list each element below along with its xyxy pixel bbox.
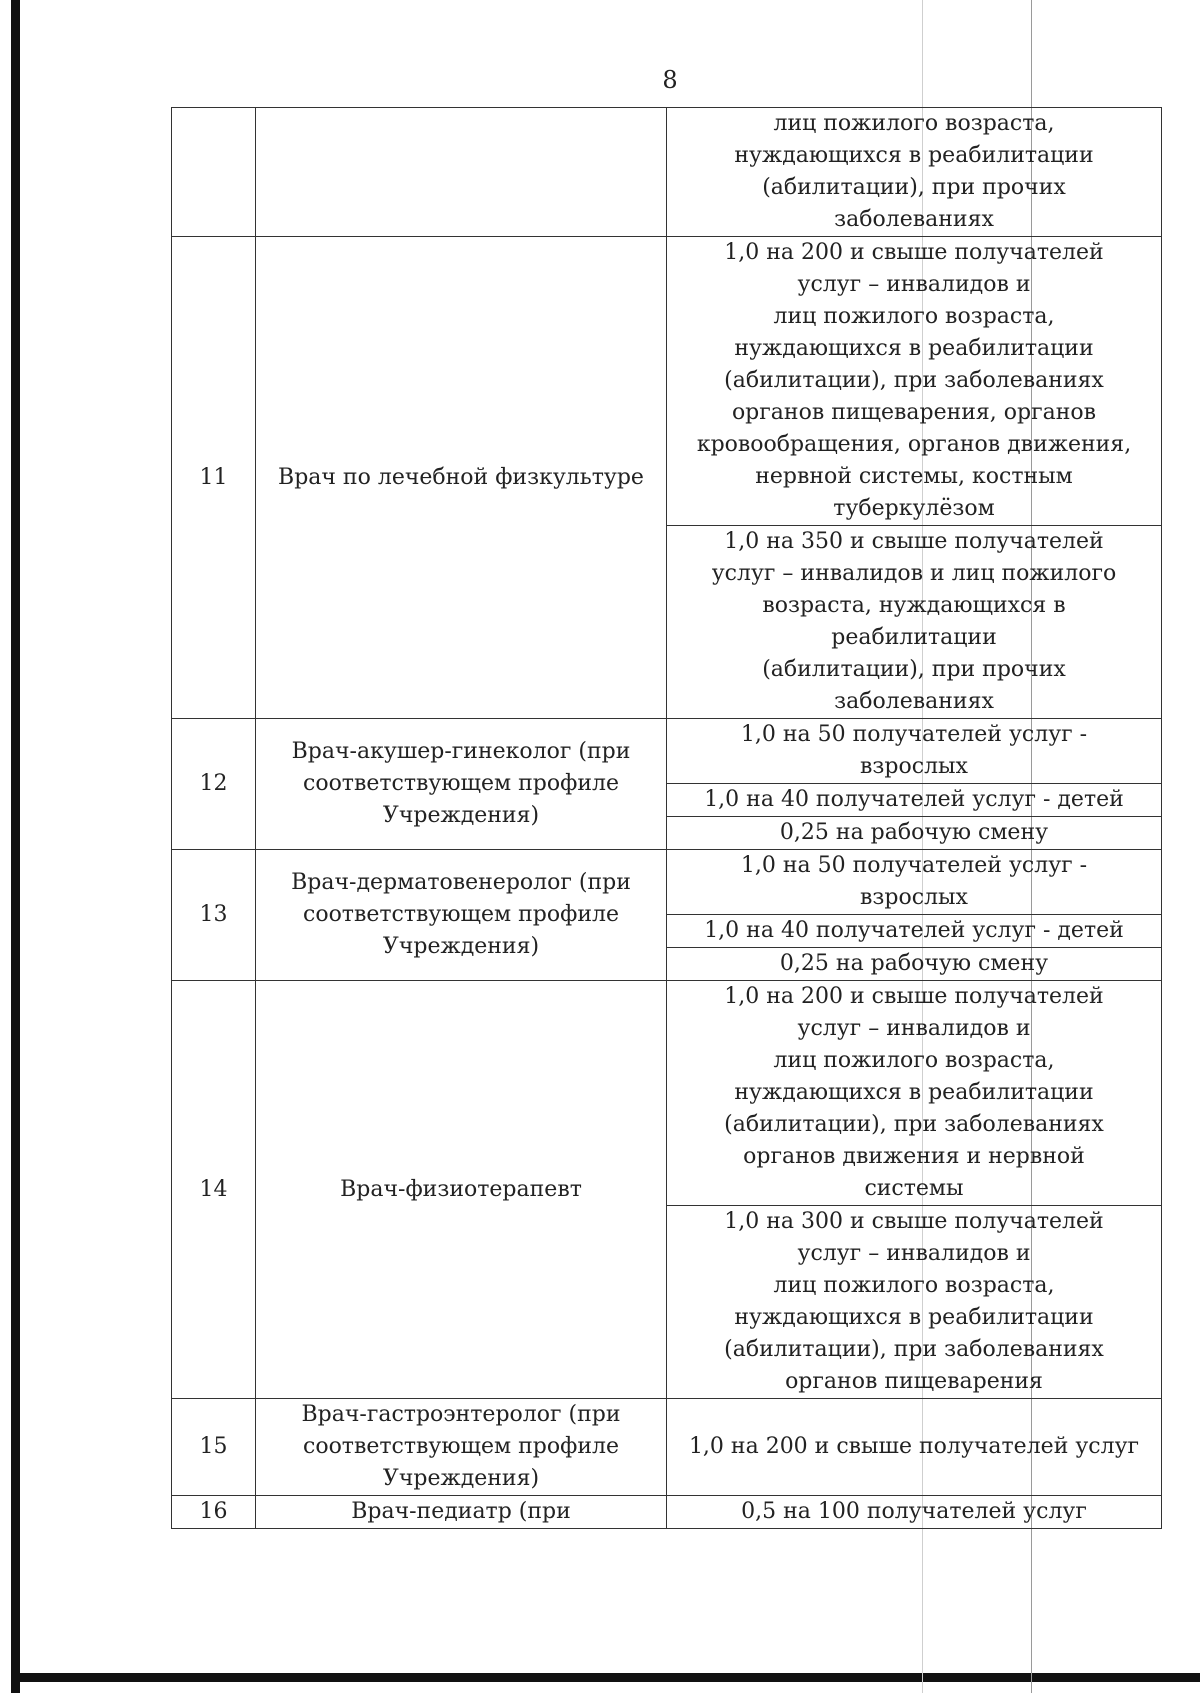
row-number-cell: 13 — [172, 850, 256, 981]
staffing-norm-cell: 1,0 на 40 получателей услуг - детей — [667, 915, 1162, 948]
position-name-cell — [256, 108, 667, 237]
staffing-norm-cell: 0,5 на 100 получателей услуг — [667, 1496, 1162, 1529]
table-row — [172, 108, 1162, 237]
table-row — [172, 719, 1162, 784]
staffing-norm-cell: 1,0 на 300 и свыше получателей услуг – инвалидов и лиц пожилого возраста, нуждающихся в реабилитации (абилитации), при заболеваниях органов пищеварения — [667, 1206, 1162, 1399]
staffing-norm-cell: 0,25 на рабочую смену — [667, 948, 1162, 981]
scan-left-edge — [11, 0, 20, 1693]
staffing-norm-cell: 1,0 на 50 получателей услуг - взрослых — [667, 850, 1162, 915]
position-name-cell: Врач по лечебной физкультуре — [256, 237, 667, 719]
row-number-cell: 11 — [172, 237, 256, 719]
table-row — [172, 850, 1162, 915]
position-name-cell: Врач-педиатр (при — [256, 1496, 667, 1529]
position-name-cell: Врач-физиотерапевт — [256, 981, 667, 1399]
row-number-cell: 16 — [172, 1496, 256, 1529]
staffing-norm-cell: 0,25 на рабочую смену — [667, 817, 1162, 850]
staffing-norm-cell: 1,0 на 200 и свыше получателей услуг – инвалидов и лиц пожилого возраста, нуждающихся в реабилитации (абилитации), при заболеваниях органов пищеварения, органов кровообращения, органов движения, нервной системы, костным туберкулёзом — [667, 237, 1162, 526]
row-number-cell: 15 — [172, 1399, 256, 1496]
page-number: 8 — [662, 66, 678, 94]
table-row — [172, 1496, 1162, 1529]
staffing-norm-cell: 1,0 на 50 получателей услуг - взрослых — [667, 719, 1162, 784]
staffing-norm-cell: 1,0 на 350 и свыше получателей услуг – инвалидов и лиц пожилого возраста, нуждающихся в реабилитации (абилитации), при прочих заболеваниях — [667, 526, 1162, 719]
table-body — [172, 108, 1162, 1529]
staffing-norm-cell: 1,0 на 40 получателей услуг - детей — [667, 784, 1162, 817]
row-number-cell — [172, 108, 256, 237]
position-name-cell: Врач-гастроэнтеролог (при соответствующем профиле Учреждения) — [256, 1399, 667, 1496]
scan-bottom-edge — [11, 1673, 1200, 1682]
position-name-cell: Врач-акушер-гинеколог (при соответствующем профиле Учреждения) — [256, 719, 667, 850]
staffing-norm-cell: 1,0 на 200 и свыше получателей услуг – инвалидов и лиц пожилого возраста, нуждающихся в реабилитации (абилитации), при заболеваниях органов движения и нервной системы — [667, 981, 1162, 1206]
table-row — [172, 1399, 1162, 1496]
position-name-cell: Врач-дерматовенеролог (при соответствующем профиле Учреждения) — [256, 850, 667, 981]
table-row — [172, 981, 1162, 1206]
staffing-norms-table — [171, 107, 1162, 1529]
table-row — [172, 237, 1162, 526]
row-number-cell: 12 — [172, 719, 256, 850]
staffing-norm-cell: лиц пожилого возраста, нуждающихся в реабилитации (абилитации), при прочих заболеваниях — [667, 108, 1162, 237]
staffing-norm-cell: 1,0 на 200 и свыше получателей услуг — [667, 1399, 1162, 1496]
row-number-cell: 14 — [172, 981, 256, 1399]
